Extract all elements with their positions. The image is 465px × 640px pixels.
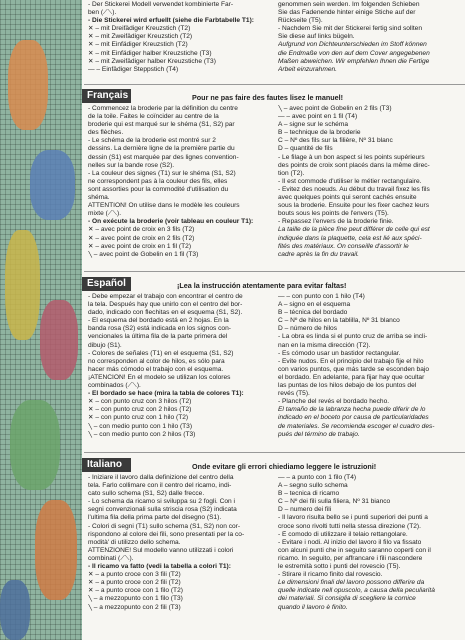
- text-line: dibujo (S1).: [88, 341, 122, 349]
- text-line: - Der Stickerei Modell verwendet kombinierte Far-: [88, 1, 234, 8]
- german-right-column: [278, 1, 460, 74]
- text-line: des points de croix sont placés dans la même direc-: [278, 161, 430, 169]
- text-line: ✕ – mit Dreifädiger Kreuzstich (T2): [88, 25, 191, 33]
- text-line: - Il lavoro risulta bello se i punti superiori dei punti a: [278, 514, 428, 522]
- text-line: dei materiali. Si consiglia di scegliere la cornice: [278, 595, 416, 603]
- text-line: ✕ – a punto croce con 1 filo (T2): [88, 587, 183, 595]
- text-line: ne correspondent pas à la couleur des fils, elles: [88, 177, 228, 185]
- text-line: ╲ – avec point de Gobelin en 2 fils (T3): [278, 105, 392, 112]
- text-line: cato sullo schema (S1, S2) dalle frecce.: [88, 490, 205, 498]
- text-line: ✕ – mit Zweifädiger Kreuzstich (T2): [88, 33, 193, 41]
- text-line: — – a punto con 1 filo (T4): [278, 474, 357, 481]
- text-line: ✕ – avec point de croix en 2 fils (T2): [88, 234, 195, 242]
- text-line: ╲ – con medio punto con 1 hilo (T3): [88, 422, 193, 430]
- text-line: Le dimensioni finali del lavoro possono differire da: [278, 579, 425, 587]
- warning-espanol: ¡Lea la instrucción atentamente para evitar faltas!: [177, 281, 347, 290]
- text-line: dessin (S1) est marquée par des lignes convention-: [88, 153, 239, 161]
- text-line: - Debe empezar el trabajo con encontrar el centro de: [88, 293, 243, 300]
- text-line: Rückseite (T5).: [278, 17, 323, 25]
- text-line: - Die Stickerei wird erfuellt (siehe die Farbtabelle T1):: [88, 17, 254, 25]
- text-line: quelle indicate nell opuscolo, a causa della peculiarità: [278, 587, 435, 595]
- text-line: Sie diese auf links bügeln.: [278, 33, 355, 41]
- italiano-right-column: [278, 474, 460, 612]
- text-line: le estremità sotto i punti del rovescio (T5).: [278, 563, 401, 571]
- text-line: - El esquema del bordado está en 2 hojas. En la: [88, 317, 229, 325]
- text-line: - Le filage à un bon aspect si les points supérieurs: [278, 153, 425, 161]
- text-line: ¡ATENCIÓN! En el modelo se utilizan los colores: [88, 373, 231, 381]
- text-line: - Evitez des noeuds. Au début du travail fixez les fils: [278, 185, 430, 193]
- text-line: nelles sur la bande rose (S2).: [88, 161, 175, 169]
- text-line: - Es cómodo usar un bastidor rectangular.: [278, 349, 401, 357]
- text-line: - El bordado se hace (mira la tabla de colores T1):: [88, 390, 244, 398]
- text-line: die Endmaße von den auf dem Cover angegebenen: [278, 49, 430, 57]
- text-line: C – Nº de hilos en la tablilla, Nº 31 blanco: [278, 317, 400, 325]
- text-line: de la toile. Faites le coïncider au centre de la: [88, 113, 219, 121]
- section-divider: [84, 452, 465, 453]
- text-line: la tela. Después hay que unirlo con el centro del bor-: [88, 301, 243, 309]
- text-line: - Colori di segni (T1) sullo schema (S1, S2) non cor-: [88, 522, 241, 530]
- text-line: D – numero dei fili: [278, 506, 332, 514]
- text-line: ATTENTION! On utilise dans le modèle les couleurs: [88, 202, 240, 210]
- text-line: hacer más cómodo el trabajo con el esquema.: [88, 365, 224, 373]
- text-line: ✕ – con punto cruz con 3 hilos (T2): [88, 398, 192, 406]
- section-label-italiano: Italiano: [82, 458, 131, 472]
- text-line: - Repassez l'envers de la broderie finie.: [278, 218, 394, 226]
- text-line: D – quantité de fils: [278, 145, 333, 153]
- text-line: B – tecnica di ricamo: [278, 490, 340, 498]
- text-line: - Evitare i nodi. Al inizio del lavoro il filo va fissato: [278, 538, 422, 546]
- text-line: ╲ – avec point de Gobelin en 1 fil (T3): [88, 250, 199, 258]
- text-line: ricamo. In seguito, per affrancare i fili nascondere: [278, 554, 423, 562]
- text-line: bouts sous les points de l'envers (T5).: [278, 210, 389, 218]
- cross-stitch-pattern-strip: [0, 0, 82, 640]
- text-line: l'ultima fila della prima parte del disegno (S1).: [88, 514, 222, 522]
- text-line: La taille de la pièce fine peut différer de celle qui est: [278, 226, 430, 234]
- section-divider: [84, 271, 465, 272]
- text-line: ✕ – mit Einfädiger halber Kreuzstiche (T3): [88, 49, 212, 57]
- italiano-left-column: [88, 474, 271, 612]
- text-line: B – technique de la broderie: [278, 129, 361, 137]
- text-line: ╲ – con medio punto con 2 hilos (T3): [88, 430, 196, 438]
- text-line: C – Nº dei fili sulla filiera, Nº 31 bianco: [278, 498, 391, 506]
- text-line: - Lo schema da ricamo si sviluppa su 2 fogli. Con i: [88, 498, 235, 506]
- text-line: el bordado. En adelante, para fijar hay que ocultar: [278, 373, 425, 381]
- text-line: — – Einfädiger Steppstich (T4): [88, 65, 179, 73]
- text-line: con alcuni punti che in seguito saranno coperti con il: [278, 546, 431, 554]
- text-line: ben (⟋⟍).: [88, 9, 117, 17]
- text-line: Maßen abweichen. Wir empfehlen Ihnen die Fertige: [278, 57, 430, 65]
- text-line: combinati (⟋⟍).: [88, 554, 134, 562]
- text-line: C – Nº des fils sur la filière, Nº 31 blanc: [278, 137, 393, 145]
- text-line: ✕ – con punto cruz con 1 hilo (T2): [88, 414, 189, 422]
- text-line: modità' di utilizzo dello schema.: [88, 538, 181, 546]
- section-label-francais: Français: [82, 89, 131, 103]
- text-line: - Commencez la broderie par la définition du centre: [88, 105, 238, 112]
- text-line: des flèches.: [88, 129, 124, 137]
- text-line: broderie qui est marqué sur le shéma (S1, S2) par: [88, 121, 235, 129]
- text-line: nan en la misma dirección (T2).: [278, 341, 371, 349]
- text-line: - La obra es linda si el punto cruz de arriba se incli-: [278, 333, 428, 341]
- text-line: con varios puntos, que más tarde se esconden bajo: [278, 365, 430, 373]
- text-line: de materiales. Se recomienda escoger el cuadro des-: [278, 422, 435, 430]
- text-line: A – signo en el esquema: [278, 301, 351, 309]
- text-line: ✕ – mit Zweifädiger halber Kreuzstiche (T3): [88, 57, 216, 65]
- espanol-left-column: [88, 293, 271, 439]
- text-line: ATTENZIONE! Sul modello vanno utilizzati i colori: [88, 546, 234, 554]
- text-line: sont assorties pour la commodité d'utilisation du: [88, 185, 229, 193]
- text-line: revés (T5).: [278, 390, 310, 398]
- text-line: indicado en el boceto por causa de particularidades: [278, 414, 429, 422]
- text-line: ✕ – mit Einfädiger Kreuzstich (T2): [88, 41, 188, 49]
- text-line: - Stirare il ricamo finito dal rovescio.: [278, 571, 383, 579]
- francais-right-column: [278, 105, 460, 259]
- text-line: cadre après la fin du travail.: [278, 250, 359, 258]
- text-line: mixte (⟋⟍).: [88, 210, 122, 218]
- text-line: avec quelques points qui seront cachés ensuite: [278, 194, 417, 202]
- text-line: - Colores de señales (T1) en el esquema (S1, S2): [88, 349, 234, 357]
- section-label-espanol: Español: [82, 277, 131, 291]
- text-line: - Le schéma de la broderie est montré sur 2: [88, 137, 216, 145]
- text-line: - Il ricamo va fatto (vedi la tabella a colori T1):: [88, 563, 231, 571]
- francais-left-column: [88, 105, 271, 259]
- german-left-column: [88, 1, 271, 74]
- espanol-right-column: [278, 293, 460, 439]
- text-line: fités des matériaux. On conseille d'assortir le: [278, 242, 409, 250]
- text-line: - Evite nudos. En el principio del trabajo fije el hilo: [278, 357, 424, 365]
- text-line: Aufgrund von Dichteunterschieden im Stoff können: [278, 41, 427, 49]
- text-line: A – segno sullo schema: [278, 482, 348, 490]
- text-line: - La couleur des signes (T1) sur le shéma (S1, S2): [88, 169, 236, 177]
- text-line: tela. Farlo collimare con il centro del ricamo, indi-: [88, 482, 232, 490]
- text-line: - Planche del revés el bordado hecho.: [278, 398, 390, 406]
- text-line: Arbeit einzurahmen.: [278, 65, 338, 73]
- text-line: vencionales la última fila de la parte primera del: [88, 333, 228, 341]
- text-line: ╲ – a mezzopunto con 2 fili (T3): [88, 603, 181, 611]
- text-line: A – signe sur le schéma: [278, 121, 349, 129]
- text-line: El tamaño de la labranza hecha puede diferir de lo: [278, 406, 426, 414]
- instruction-document: [82, 0, 465, 640]
- text-line: rispondono al colore dei fili, sono presentati per la co-: [88, 530, 245, 538]
- text-line: shéma.: [88, 194, 110, 202]
- text-line: B – técnica del bordado: [278, 309, 348, 317]
- warning-italiano: Onde evitare gli errori chiediamo leggere le istruzioni!: [192, 462, 377, 471]
- text-line: las puntas de los hilos debajo de los puntos del: [278, 382, 417, 390]
- text-line: - È comodo di utilizzare il telaio rettangolare.: [278, 530, 408, 538]
- text-line: - Il est commode d'utiliser le métier rectangulaire.: [278, 177, 422, 185]
- text-line: ╲ – a mezzopunto con 1 filo (T3): [88, 595, 183, 603]
- section-divider: [84, 84, 465, 85]
- text-line: croce sono rivolti tutti nella stessa direzione (T2).: [278, 522, 421, 530]
- text-line: combinados (⟋⟍).: [88, 382, 141, 390]
- text-line: Sie das Fadenende hinter einige Stiche auf der: [278, 9, 416, 17]
- text-line: segni convenzionali sulla striscia rosa (S2) indicata: [88, 506, 237, 514]
- text-line: - On exécute la broderie (voir tableau en couleur T1):: [88, 218, 254, 226]
- text-line: pués del término de trabajo.: [278, 430, 360, 438]
- text-line: sous la broderie. Ensuite pour les fixer cachez leurs: [278, 202, 429, 210]
- text-line: ✕ – a punto croce con 3 fili (T2): [88, 571, 181, 579]
- text-line: quando il lavoro è finito.: [278, 603, 348, 611]
- text-line: no corresponden al color de hilos, es sólo para: [88, 357, 225, 365]
- text-line: D – número de hilos: [278, 325, 338, 333]
- text-line: genommen sein werden. Im folgenden Schieben: [278, 1, 420, 8]
- text-line: — – avec point en 1 fil (T4): [278, 113, 358, 121]
- text-line: indiquée dans la plaquette, cela est lié aux spéci-: [278, 234, 422, 242]
- text-line: — – con punto con 1 hilo (T4): [278, 293, 365, 300]
- text-line: tion (T2).: [278, 169, 305, 177]
- text-line: dessins. La dernière ligne de la première partie du: [88, 145, 235, 153]
- warning-francais: Pour ne pas faire des fautes lisez le manuel!: [192, 93, 343, 102]
- text-line: - Nachdem Sie mit der Stickerei fertig sind sollten: [278, 25, 423, 33]
- text-line: ✕ – a punto croce con 2 fili (T2): [88, 579, 181, 587]
- text-line: banda rosa (S2) está indicada en los signos con-: [88, 325, 231, 333]
- text-line: ✕ – con punto cruz con 2 hilos (T2): [88, 406, 192, 414]
- text-line: - Iniziare il lavoro dalla definizione del centro della: [88, 474, 234, 481]
- text-line: ✕ – avec point de croix en 3 fils (T2): [88, 226, 195, 234]
- text-line: ✕ – avec point de croix en 1 fil (T2): [88, 242, 192, 250]
- text-line: dado, indicado con flechitas en el esquema (S1, S2).: [88, 309, 243, 317]
